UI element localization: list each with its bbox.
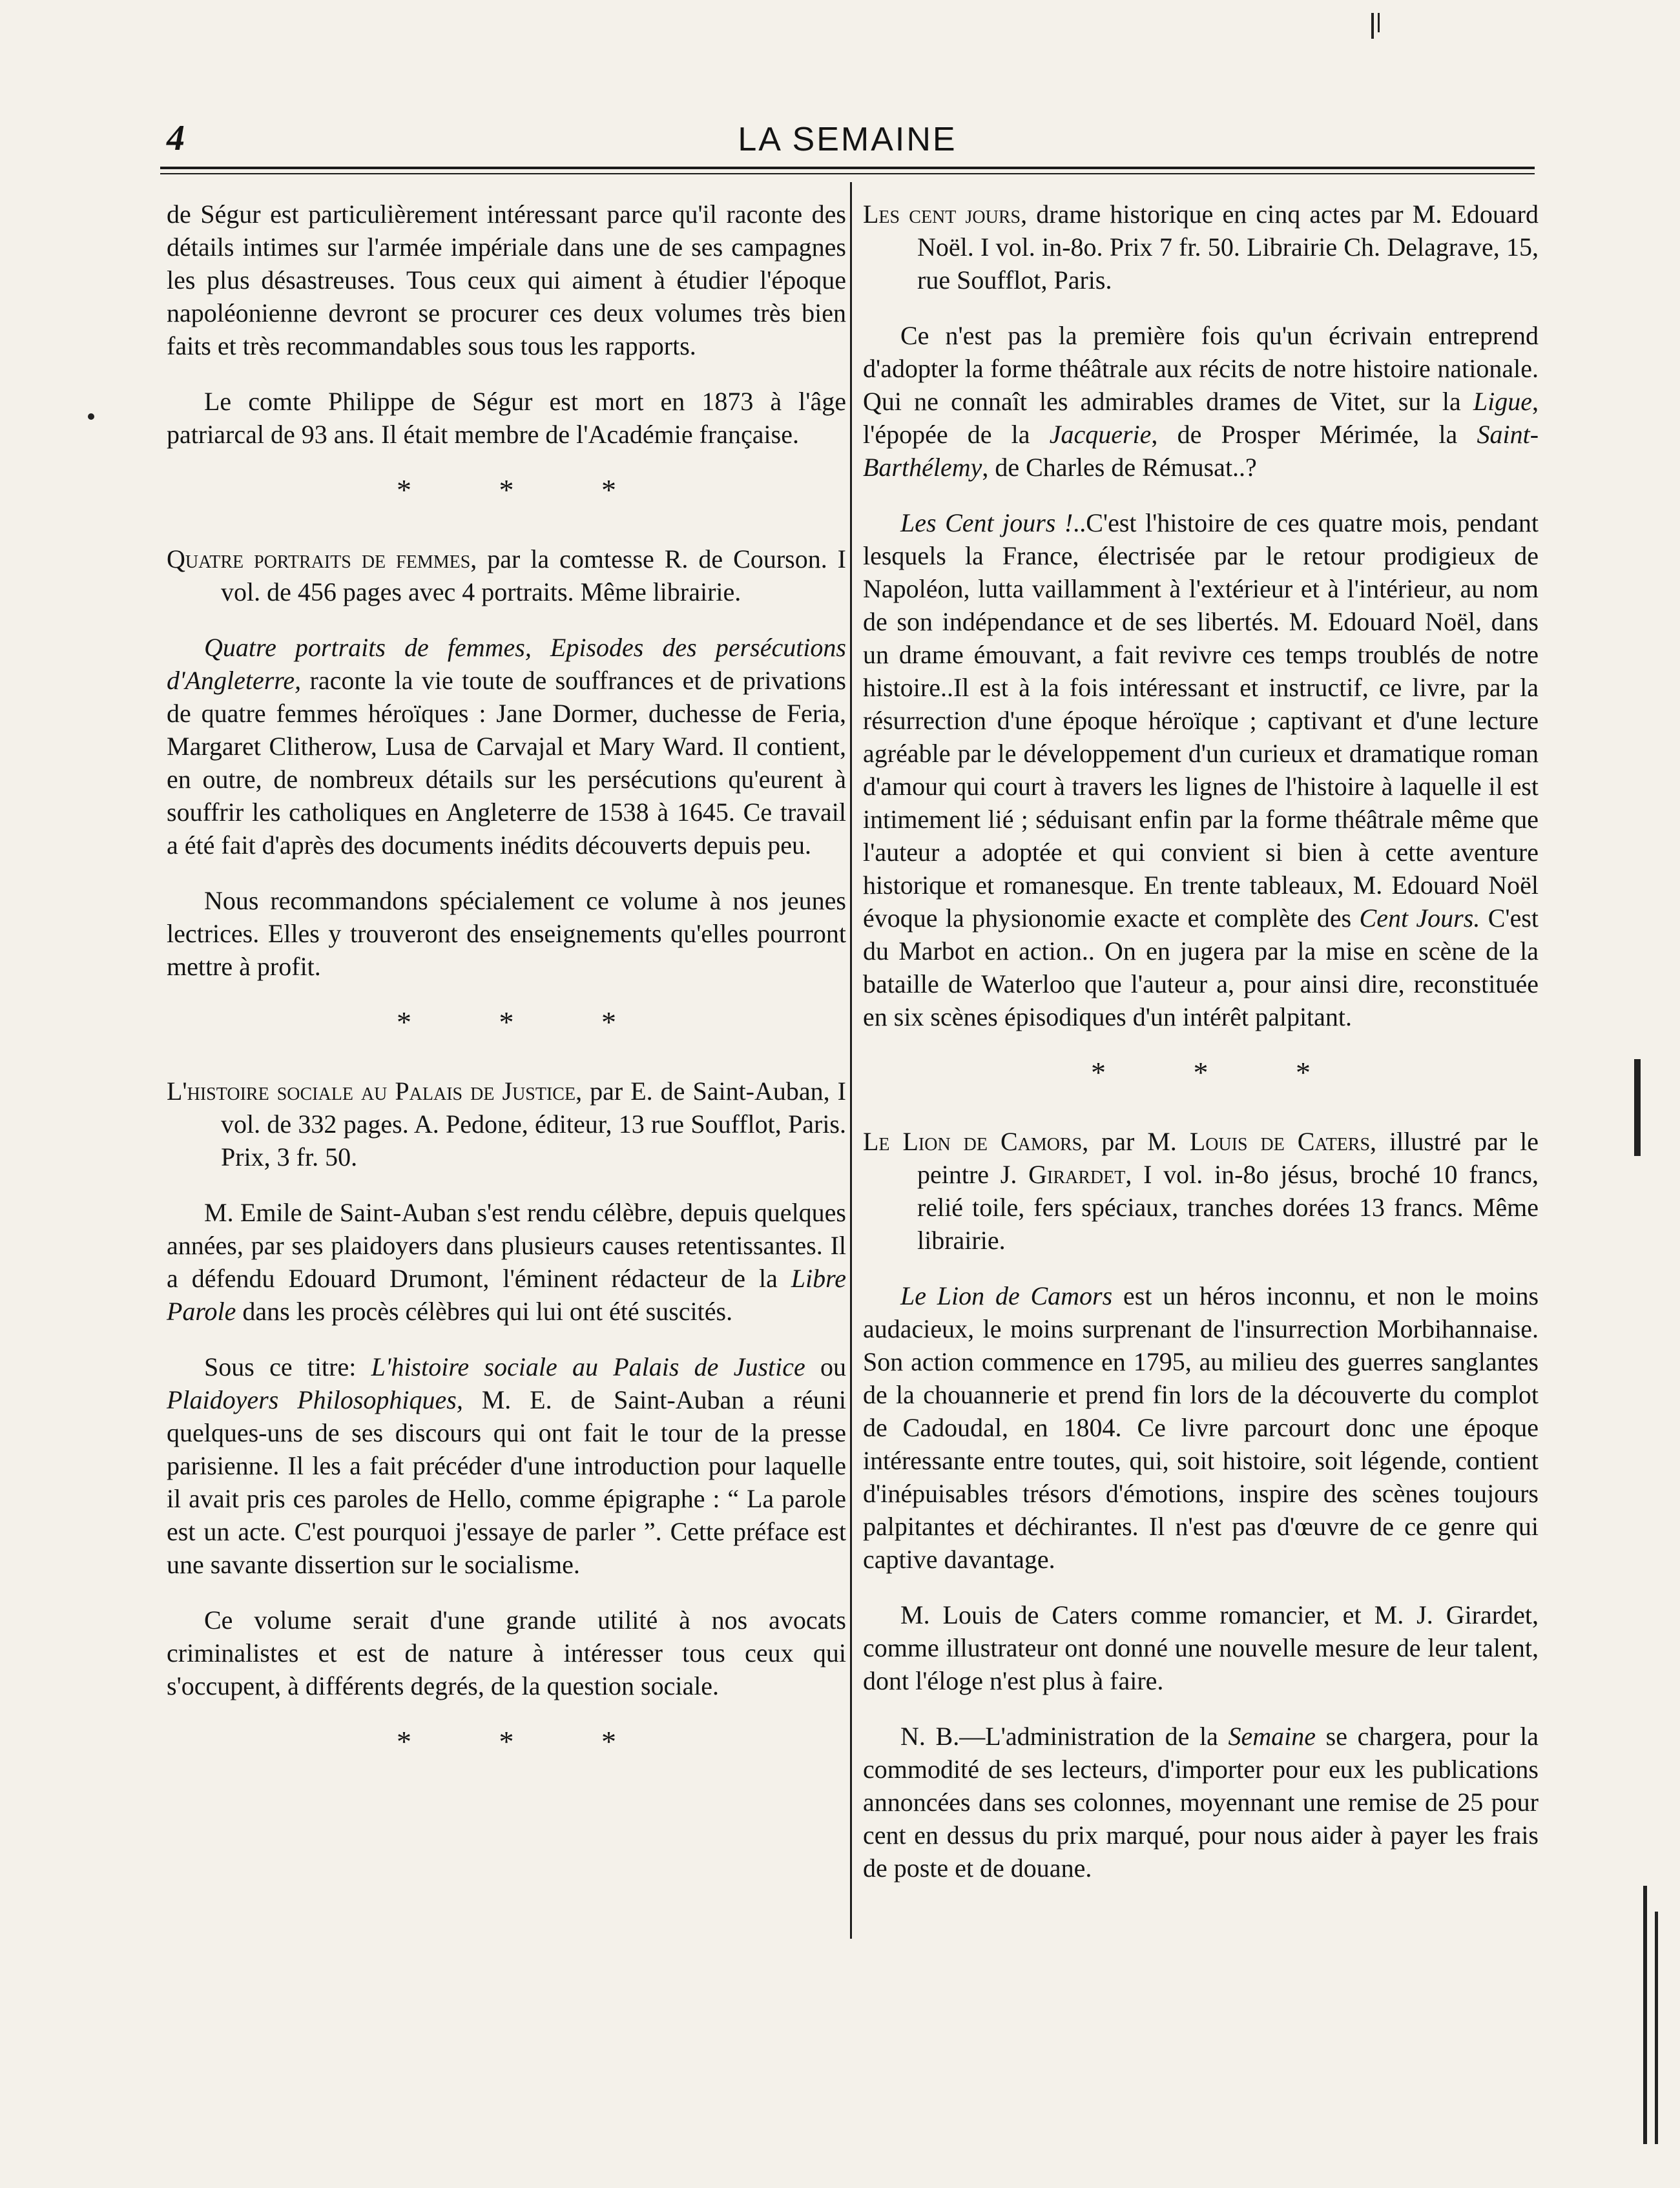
book-illustrator: Girardet, [1028,1160,1132,1189]
paragraph [863,1720,1539,1884]
scan-mark [1655,1912,1658,2144]
paragraph-text: M. Emile de Saint-Auban s'est rendu célèbre, depuis quelques années, par ses plaidoyers dans plusieurs causes retentissantes. Il a défendu Edouard Drumont, l'éminent rédacteur de la [167,1198,846,1293]
italic-text: Libre Parole [167,1264,846,1326]
book-details: par M. [1088,1127,1190,1156]
book-details: par E. de Saint-Auban, I vol. de 332 pages. A. Pedone, éditeur, 13 rue Soufflot, Paris. Prix, 3 fr. 50. [221,1077,846,1171]
paragraph-text: , de Prosper Mérimée, la [1151,420,1477,449]
scan-mark [1378,13,1380,32]
section-separator: * * * [397,1725,656,1758]
book-entry [167,542,846,608]
paragraph-text: Ce n'est pas la première fois qu'un écrivain entreprend d'adopter la forme théâtrale aux récits de notre histoire nationale. Qui ne connaît les admirables drames de Vitet, sur la [863,321,1539,416]
book-title: L'histoire sociale au Palais de Justice, [167,1077,583,1106]
paragraph-text: , l'épopée de la [863,387,1539,449]
paragraph-text: ..C'est l'histoire de ces quatre mois, pendant lesquels la France, électrisée par le retour prodigieux de Napoléon, lutta vaillamment à l'extérieur et à l'intérieur, au nom de son indépendance et de ses libertés. M. Edouard Noël, dans un drame émouvant, a fait revivre ces temps troublés de notre histoire..Il est à la fois intéressant et instructif, ce livre, par la résurrection d'une époque héroïque ; captivant et d'une lecture agréable par le développement d'un curieux et dramatique roman d'amour qui court à travers les lignes de l'histoire à laquelle il est intimement lié ; séduisant enfin par la forme théâtrale même que l'auteur a adoptée et qui convient si bien à cette aventure historique et romanesque. En trente tableaux, M. Edouard Noël évoque la physionomie exacte et complète des [863,508,1539,933]
book-entry [863,198,1539,296]
italic-text: Les Cent jours ! [900,508,1073,537]
book-entry [863,1125,1539,1257]
paragraph-text: raconte la vie toute de souffrances et de privations de quatre femmes héroïques : Jane Dormer, duchesse de Feria, Margaret Clitherow, Lusa de Carvajal et Mary Ward. Il contient, en outre, de nombreux détails sur les persécutions qu'eurent à souffrir les catholiques en Angleterre de 1538 à 1645. Ce travail a été fait d'après des documents inédits découverts depuis peu. [167,666,846,860]
italic-text: Le Lion de Camors [900,1281,1113,1310]
section-separator: * * * [397,1006,656,1038]
paragraph [167,1350,846,1581]
italic-text: L'histoire sociale au Palais de Justice [371,1352,805,1381]
section-separator: * * * [397,473,656,506]
book-title-italic: Quatre portraits de femmes, Episodes des persécutions d'Angleterre, [167,633,846,695]
page-number: 4 [167,118,185,158]
book-entry [167,1075,846,1173]
scan-mark [1371,13,1374,39]
italic-text: Ligue [1473,387,1532,416]
italic-text: Cent Jours. [1359,903,1480,933]
italic-text: Saint-Barthélemy [863,420,1539,482]
paragraph-text: M. E. de Saint-Auban a réuni quelques-uns de ses discours qui ont fait le tour de la presse parisienne. Il les a fait précéder d'une introduction pour laquelle il avait pris ces paroles de Hello, comme épigraphe : “ La parole est un acte. C'est pourquoi j'essaye de parler ”. Cette préface est une savante dissertion sur le socialisme. [167,1385,846,1579]
book-author: Louis de Caters, [1189,1127,1377,1156]
paragraph [167,1196,846,1328]
paragraph-text: ou [805,1352,846,1381]
paragraph-text: se chargera, pour la commodité de ses lecteurs, d'importer pour eux les publications annoncées dans ses colonnes, moyennant une remise de 25 pour cent en dessus du prix marqué, pour nous aider à payer les frais de poste et de douane. [863,1722,1539,1883]
paragraph: Ce volume serait d'une grande utilité à nos avocats criminalistes et est de nature à intéresser tous ceux qui s'occupent, à différents degrés, de la question sociale. [167,1605,846,1700]
paragraph: de Ségur est particulièrement intéressant parce qu'il raconte des détails intimes sur l'armée impériale dans une de ses campagnes les plus désastreuses. Tous ceux qui aiment à étudier l'époque napoléonienne devront se procurer ces deux volumes très bien faits et très recommandables sous tous les rapports. [167,200,846,360]
header-rule [160,167,1535,169]
paragraph-text: Sous ce titre: [204,1352,371,1381]
paragraph [167,631,846,862]
paragraph-text: C'est du Marbot en action.. On en jugera par la mise en scène de la bataille de Waterloo que l'auteur a, pour ainsi dire, reconstituée en six scènes épisodiques d'un intérêt palpitant. [863,903,1539,1031]
column-divider [850,182,852,1939]
italic-text: Jacquerie [1049,420,1152,449]
paragraph: Le comte Philippe de Ségur est mort en 1873 à l'âge patriarcal de 93 ans. Il était membre de l'Académie française. [167,387,846,449]
paragraph [863,1279,1539,1576]
paragraph-text: est un héros inconnu, et non le moins audacieux, le moins surprenant de l'insurrection Morbihannaise. Son action commence en 1795, au milieu des guerres sanglantes de la chouannerie et prend fin lors de la découverte du complot de Cadoudal, en 1804. Ce livre parcourt donc une époque intéressante entre toutes, qui, soit histoire, soit légende, contient d'inépuisables trésors d'émotions, inspire des scènes toujours palpitantes et déchirantes. Il n'est pas d'œuvre de ce genre qui captive davantage. [863,1281,1539,1574]
italic-text: Semaine [1228,1722,1316,1751]
scan-mark [1643,1886,1647,2144]
book-title: Les cent jours, [863,200,1028,229]
italic-text: Plaidoyers Philosophiques, [167,1385,463,1414]
book-title: Le Lion de Camors, [863,1127,1089,1156]
section-separator: * * * [1091,1056,1351,1089]
paragraph [863,319,1539,484]
paragraph: M. Louis de Caters comme romancier, et M. J. Girardet, comme illustrateur ont donné une nouvelle mesure de leur talent, dont l'éloge n'est plus à faire. [863,1600,1539,1695]
scan-mark [1634,1059,1641,1156]
right-column [863,198,1539,1907]
book-details: I vol. in-8o jésus, broché 10 francs, relié toile, fers spéciaux, tranches dorées 13 francs. Même librairie. [917,1160,1539,1255]
book-details: illustré par le peintre J. [917,1127,1539,1189]
book-details: par la comtesse R. de Courson. I vol. de 456 pages avec 4 portraits. Même librairie. [221,544,846,606]
scan-mark [88,413,94,420]
paragraph-text: , de Charles de Rémusat..? [982,453,1257,482]
left-column [167,198,846,1794]
paragraph-text: N. B.—L'administration de la [900,1722,1229,1751]
paragraph: Nous recommandons spécialement ce volume à nos jeunes lectrices. Elles y trouveront des enseignements qu'elles pourront mettre à profit. [167,886,846,981]
paragraph-text: dans les procès célèbres qui lui ont été suscités. [236,1297,733,1326]
paragraph [863,506,1539,1033]
book-title: Quatre portraits de femmes, [167,544,477,573]
page-header [160,118,1535,163]
running-title: LA SEMAINE [738,121,957,158]
header-rule-thin [160,173,1535,174]
book-details: drame historique en cinq actes par M. Edouard Noël. I vol. in-8o. Prix 7 fr. 50. Librairie Ch. Delagrave, 15, rue Soufflot, Paris. [917,200,1539,294]
